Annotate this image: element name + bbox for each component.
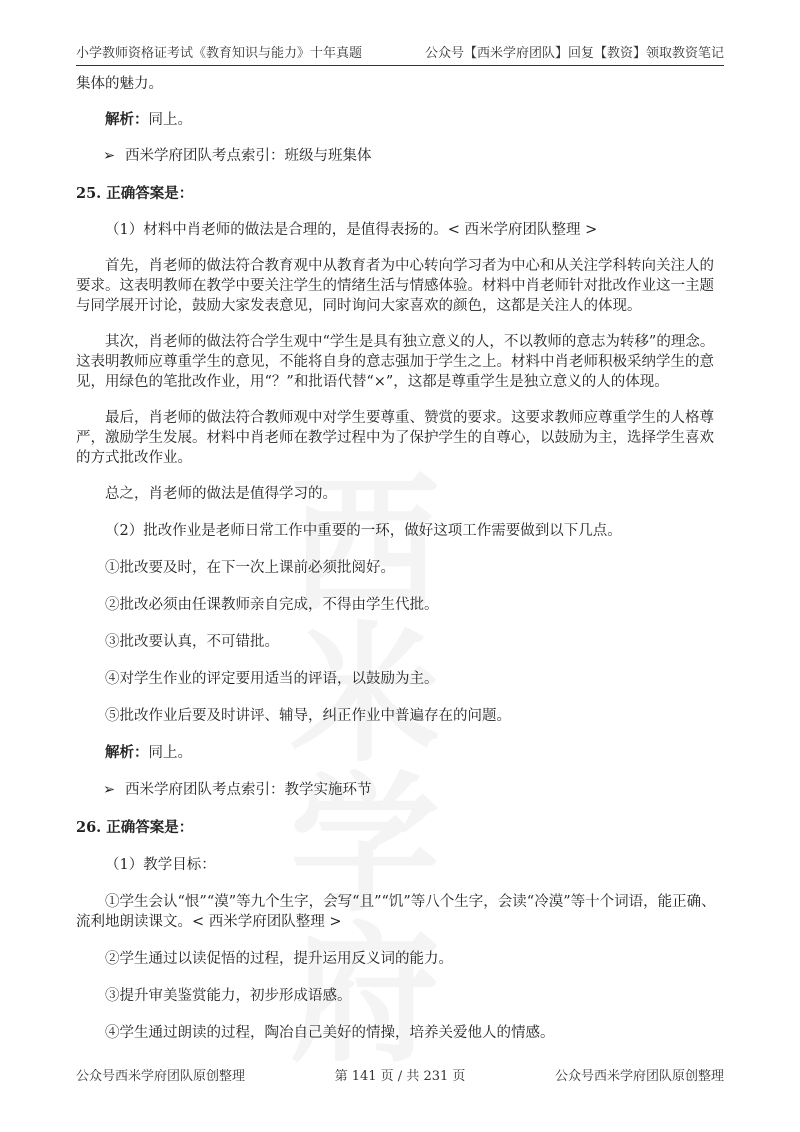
topic-index-text: 西米学府团队考点索引：教学实施环节 <box>125 782 372 798</box>
analysis-text: 同上。 <box>148 745 192 761</box>
list-item: ①批改要及时，在下一次上课前必须批阅好。 <box>105 560 395 576</box>
page-header <box>76 40 724 66</box>
question-26-title: 26. 正确答案是： <box>76 819 194 836</box>
analysis-line <box>76 743 728 763</box>
page-number: 第 141 页 / 共 231 页 <box>334 1069 466 1084</box>
header-right: 公众号【西米学府团队】回复【教资】领取教资笔记 <box>424 46 724 61</box>
list-item: ①学生会认“恨”“漠”等九个生字，会写“且”“饥”等八个生字，会读“冷漠”等十个词语，能正确、流利地朗读课文。< 西米学府团队整理 > <box>76 894 716 930</box>
footer-left: 公众号西米学府团队原创整理 <box>76 1069 246 1084</box>
list-item: ②学生通过以读促悟的过程，提升运用反义词的能力。 <box>105 951 453 967</box>
page-footer <box>76 1065 724 1084</box>
question-25-title: 25. 正确答案是： <box>76 185 194 202</box>
arrowhead-bullet-icon: ➢ <box>103 782 116 798</box>
paragraph: 最后，肖老师的做法符合教师观中对学生要尊重、赞赏的要求。这要求教师应尊重学生的人格尊严，激励学生发展。材料中肖老师在教学过程中为了保护学生的自尊心，以鼓励为主，选择学生喜欢的方式批改作业。 <box>76 410 714 466</box>
analysis-line <box>76 110 728 130</box>
list-item: ③批改要认真，不可错批。 <box>105 634 279 650</box>
analysis-text: 同上。 <box>148 112 192 128</box>
list-item: ②批改必须由任课教师亲自完成，不得由学生代批。 <box>105 597 439 613</box>
paragraph: 其次，肖老师的做法符合学生观中“学生是具有独立意义的人，不以教师的意志为转移”的理念。这表明教师应尊重学生的意见，不能将自身的意志强加于学生之上。材料中肖老师积极采纳学生的意见，用绿色的笔批改作业，用“？”和批语代替“×”，这都是尊重学生是独立意义的人的体现。 <box>76 334 715 390</box>
topic-index <box>76 146 728 166</box>
topic-index <box>76 780 728 800</box>
footer-right: 公众号西米学府团队原创整理 <box>554 1069 724 1084</box>
paragraph: （1）材料中肖老师的做法是合理的，是值得表扬的。< 西米学府团队整理 > <box>105 222 598 238</box>
paragraph: 集体的魅力。 <box>76 76 163 92</box>
arrowhead-bullet-icon: ➢ <box>103 148 116 164</box>
paragraph: （1）教学目标： <box>105 857 216 873</box>
topic-index-text: 西米学府团队考点索引：班级与班集体 <box>125 148 372 164</box>
paragraph: （2）批改作业是老师日常工作中重要的一环，做好这项工作需要做到以下几点。 <box>105 523 622 539</box>
list-item: ④学生通过朗读的过程，陶冶自己美好的情操，培养关爱他人的情感。 <box>105 1025 555 1041</box>
page-content <box>76 74 728 1043</box>
header-left: 小学教师资格证考试《教育知识与能力》十年真题 <box>76 46 363 61</box>
list-item: ⑤批改作业后要及时讲评、辅导，纠正作业中普遍存在的问题。 <box>105 708 511 724</box>
analysis-label: 解析： <box>105 744 149 761</box>
paragraph: 总之，肖老师的做法是值得学习的。 <box>105 486 337 502</box>
list-item: ③提升审美鉴赏能力，初步形成语感。 <box>105 988 352 1004</box>
paragraph: 首先，肖老师的做法符合教育观中从教育者为中心转向学习者为中心和从关注学科转向关注人的要求。这表明教师在教学中要关注学生的情绪生活与情感体验。材料中肖老师针对批改作业这一主题与同学展开讨论，鼓励大家发表意见，同时询问大家喜欢的颜色，这都是关注人的体现。 <box>76 258 714 314</box>
list-item: ④对学生作业的评定要用适当的评语，以鼓励为主。 <box>105 671 439 687</box>
analysis-label: 解析： <box>105 111 149 128</box>
